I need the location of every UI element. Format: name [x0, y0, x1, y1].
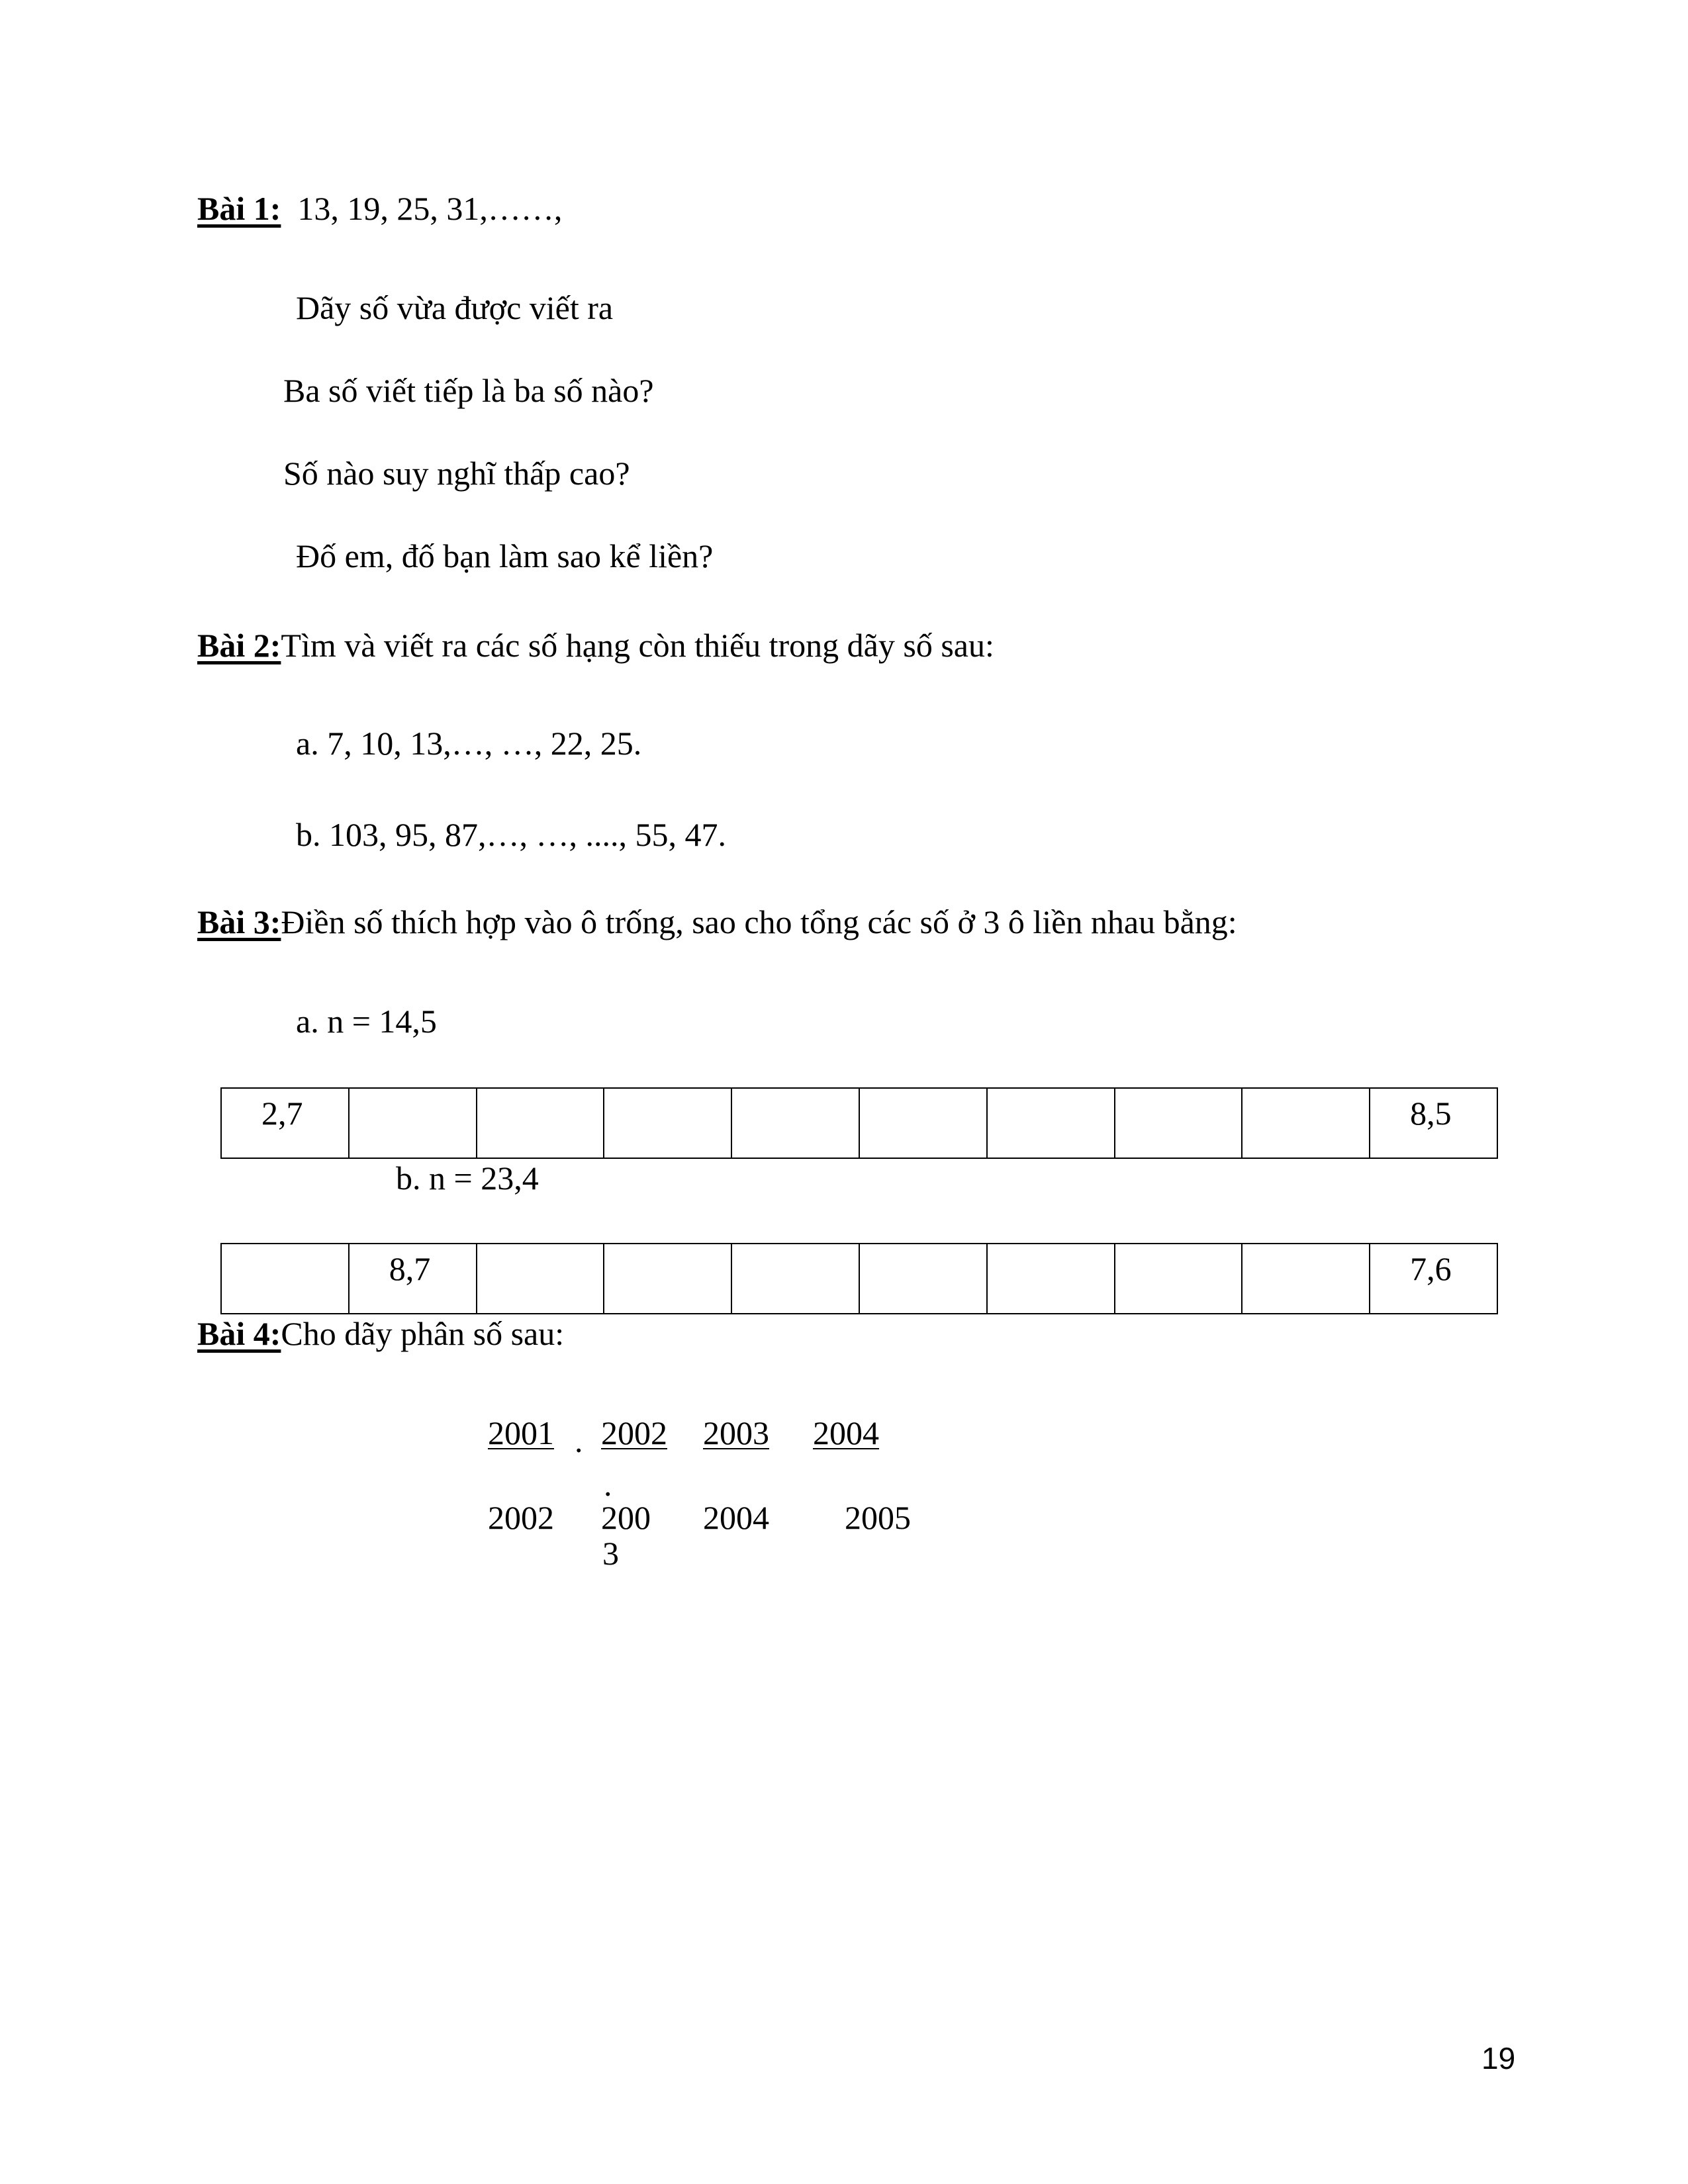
- bai2-b: b. 103, 95, 87,…, …, ...., 55, 47.: [296, 816, 726, 853]
- fraction-1-denominator: 2002: [488, 1499, 554, 1536]
- bai2-label: Bài 2:: [197, 627, 281, 664]
- grid-a: [220, 1087, 1498, 1159]
- grid-b-cell[interactable]: [988, 1244, 1115, 1313]
- bai1-label: Bài 1:: [197, 190, 281, 227]
- page-number: 19: [1481, 2041, 1516, 2075]
- fraction-4-denominator: 2005: [845, 1499, 911, 1536]
- grid-b: [220, 1243, 1498, 1314]
- fraction-separator: .: [604, 1466, 612, 1503]
- fraction-1-numerator: 2001: [488, 1414, 554, 1451]
- bai1-sequence: 13, 19, 25, 31,……,: [297, 190, 563, 227]
- bai4-label: Bài 4:: [197, 1315, 281, 1352]
- bai2-line: [197, 629, 994, 662]
- fraction-3-numerator: 2003: [703, 1414, 769, 1451]
- bai1-line: [197, 192, 562, 225]
- grid-a-cell[interactable]: 8,5: [1370, 1089, 1498, 1158]
- grid-b-cell[interactable]: 8,7: [350, 1244, 477, 1313]
- bai3-line: [197, 905, 1237, 938]
- bai2-a: a. 7, 10, 13,…, …, 22, 25.: [296, 725, 642, 762]
- poem-line-2: Ba số viết tiếp là ba số nào?: [283, 372, 654, 409]
- fraction-2-denominator-overflow: 3: [602, 1535, 619, 1572]
- grid-a-cell[interactable]: [860, 1089, 988, 1158]
- bai2-text: Tìm và viết ra các số hạng còn thiếu trong dãy số sau:: [281, 627, 994, 664]
- bai3-a-label: a. n = 14,5: [296, 1003, 437, 1040]
- grid-b-cell[interactable]: [1243, 1244, 1370, 1313]
- grid-a-cell[interactable]: [732, 1089, 860, 1158]
- grid-a-cell[interactable]: [477, 1089, 605, 1158]
- fraction-4-numerator: 2004: [813, 1414, 879, 1451]
- poem-line-1: Dãy số vừa được viết ra: [296, 289, 614, 326]
- fraction-2-numerator: 2002: [601, 1414, 667, 1451]
- grid-a-cell[interactable]: [1243, 1089, 1370, 1158]
- grid-b-cell[interactable]: [477, 1244, 605, 1313]
- grid-b-cell[interactable]: [222, 1244, 350, 1313]
- poem-line-4: Đố em, đố bạn làm sao kể liền?: [296, 537, 714, 574]
- grid-a-cell[interactable]: [1115, 1089, 1243, 1158]
- bai3-text: Điền số thích hợp vào ô trống, sao cho tổng các số ở 3 ô liền nhau bằng:: [281, 903, 1237, 940]
- grid-a-cell[interactable]: [988, 1089, 1115, 1158]
- grid-a-cell[interactable]: 2,7: [222, 1089, 350, 1158]
- grid-a-cell[interactable]: [604, 1089, 732, 1158]
- grid-b-cell[interactable]: [732, 1244, 860, 1313]
- poem-line-3: Số nào suy nghĩ thấp cao?: [283, 455, 630, 492]
- bai4-text: Cho dãy phân số sau:: [281, 1315, 565, 1352]
- grid-b-cell[interactable]: [1115, 1244, 1243, 1313]
- grid-b-cell[interactable]: 7,6: [1370, 1244, 1498, 1313]
- grid-a-cell[interactable]: [350, 1089, 477, 1158]
- bai3-b-label: b. n = 23,4: [396, 1160, 539, 1197]
- fraction-2-denominator: 200: [601, 1499, 651, 1536]
- fraction-3-denominator: 2004: [703, 1499, 769, 1536]
- bai3-label: Bài 3:: [197, 903, 281, 940]
- grid-b-cell[interactable]: [604, 1244, 732, 1313]
- fraction-separator: .: [575, 1422, 583, 1459]
- bai4-line: [197, 1317, 564, 1350]
- grid-b-cell[interactable]: [860, 1244, 988, 1313]
